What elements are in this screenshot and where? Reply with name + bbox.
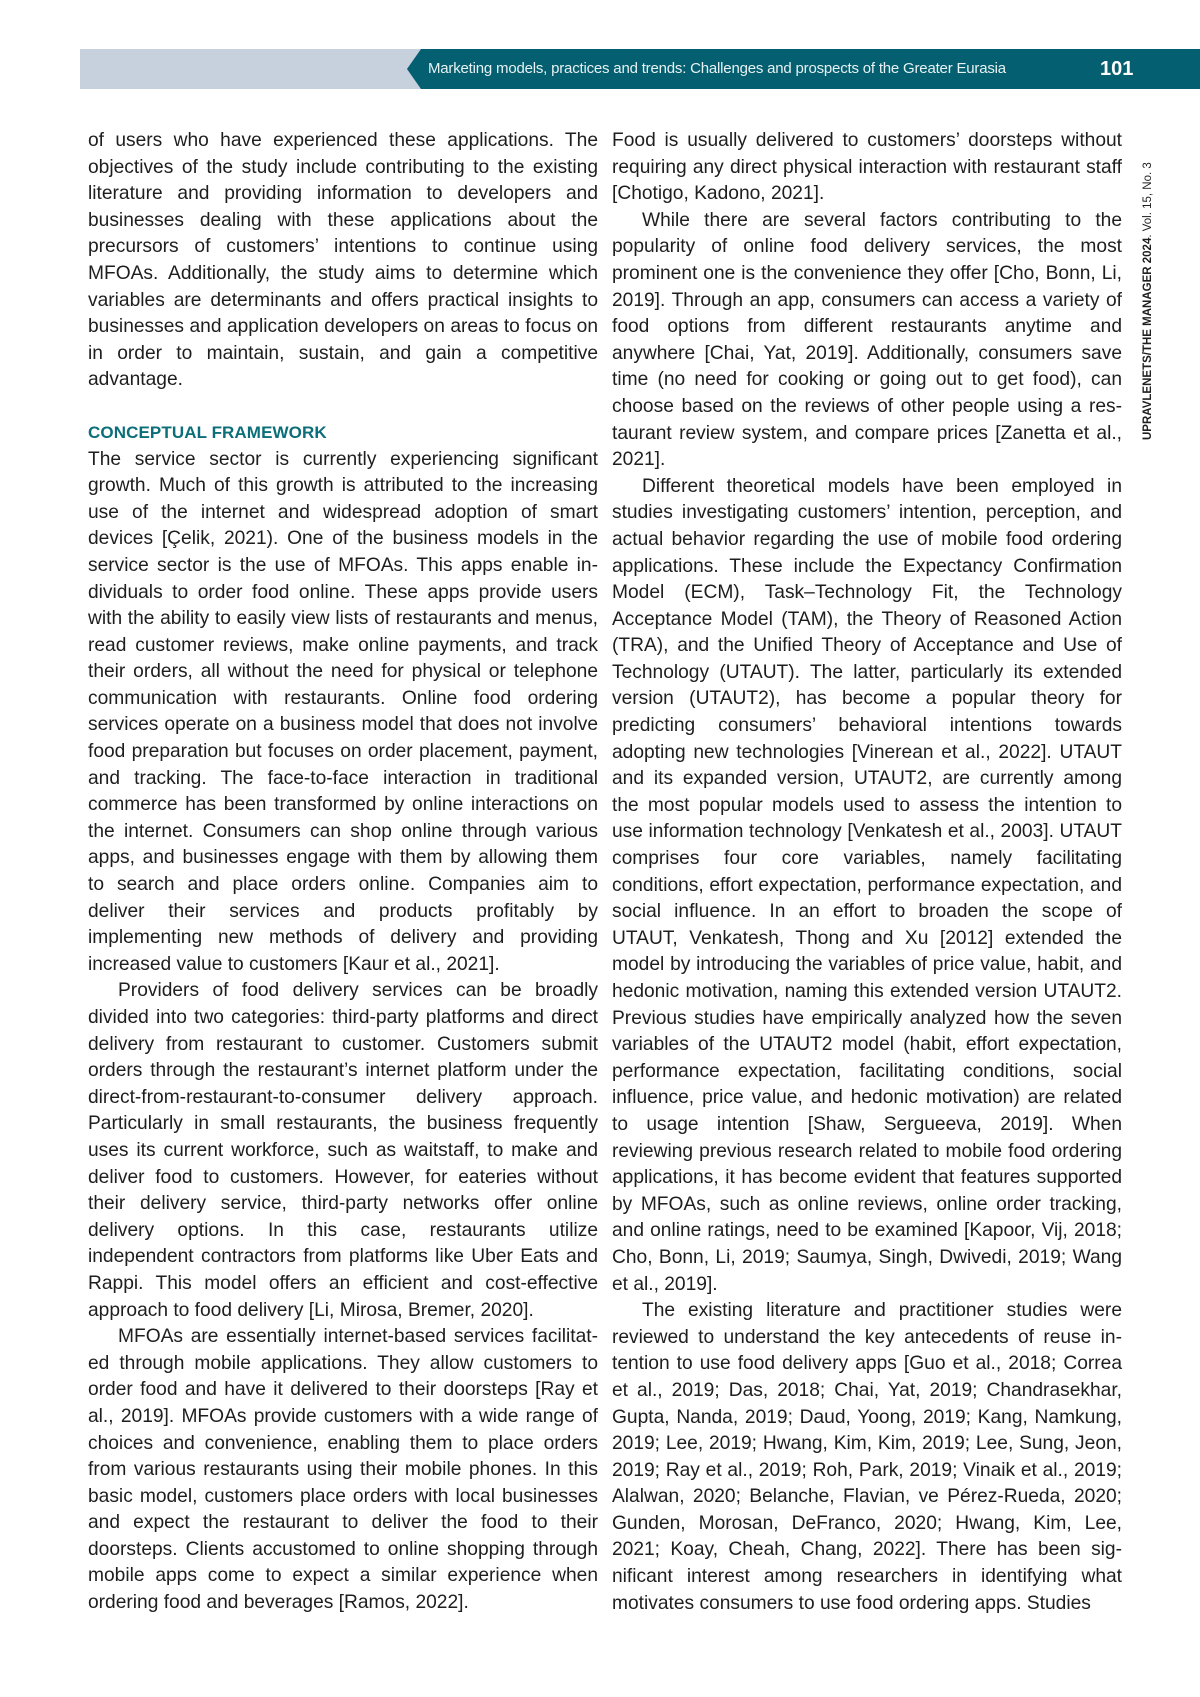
left-column [88,128,598,1617]
right-column [612,128,1122,1617]
paragraph: The service sector is currently experiencing significant growth. Much of this growth is attributed to the increasing use of the internet and widespread adoption of smart devices [Çelik, 2021). One of the business models in the service sector is the use of MFOAs. This apps enable individuals to order food online. These apps provide users with the ability to easily view lists of restaurants and menus, read customer reviews, make online payments, and track their orders, all without the need for physical or telephone communication with restaurants. Online food ordering services operate on a business model that does not involve food preparation but focuses on order placement, payment, and tracking. The face-to-face interaction in traditional commerce has been transformed by online interactions on the internet. Consumers can shop online through various apps, and businesses engage with them by allowing them to search and place orders online. Companies aim to deliver their services and products profitably by implementing new methods of delivery and providing increased value to customers [Kaur et al., 2021]. [88,448,598,975]
paragraph: Different theoretical models have been employed in studies investigating customers’ intention, perception, and actual behavior regarding the use of mobile food ordering applications. These include the Expectancy Confirmation Model (ECM), Task–Technology Fit, the Technology Acceptance Model (TAM), the Theory of Reasoned Action (TRA), and the Unified Theory of Acceptance and Use of Technology (UTAUT). The latter, particularly its extended version (UTAUT2), has become a popular theory for predicting consumers’ behavioral intentions towards adopting new technologies [Vinerean et al., 2022]. UTAUT and its expanded version, UTAUT2, are currently among the most popular models used to assess the intention to use information technology [Venkatesh et al., 2003]. UTAUT comprises four core variables, namely facilitating conditions, effort expectation, performance expectation, and social influence. In an effort to broaden the scope of UTAUT, Venkatesh, Thong and Xu [2012] extended the model by introducing the variables of price value, habit, and hedonic motivation, naming this extended version UTAUT2. Previous studies have empirically analyzed how the seven variables of the UTAUT2 model (habit, effort expectation, performance expectation, facilitating conditions, social influence, price value, and hedonic motivation) are related to usage intention [Shaw, Sergueeva, 2019]. When reviewing previous research related to mobile food ordering applications, it has become evident that features supported by MFOAs, such as online reviews, online order tracking, and online ratings, need to be examined [Kapoor, Vij, 2018; Cho, Bonn, Li, 2019; Saumya, Singh, Dwivedi, 2019; Wang et al., 2019]. [612,475,1122,1295]
paragraph: of users who have experienced these applications. The objectives of the study include contributing to the existing literature and providing information to developers and businesses dealing with these applications about the precursors of customers’ intentions to continue using MFOAs. Additionally, the study aims to determine which variables are determinants and offers practical insights to businesses and application developers on areas to focus on in order to maintain, sustain, and gain a competitive advantage. [88,130,598,391]
journal-name: UPRAVLENETS/THE MANAGER 2024 [1142,237,1154,440]
journal-side-label [1142,162,1154,440]
header-band-light [80,49,440,89]
page-number: 101 [1100,58,1134,80]
paragraph: While there are several factors contributing to the popularity of online food delivery services, the most prominent one is the convenience they offer [Cho, Bonn, Li, 2019]. Through an app, consumers can access a variety of food options from different restaurants anytime and anywhere [Chai, Yat, 2019]. Additionally, consumers save time (no need for cooking or going out to get food), can choose based on the reviews of other people using a restaurant review system, and compare prices [Zanetta et al., 2021]. [612,209,1122,471]
section-heading: CONCEPTUAL FRAMEWORK [88,422,327,442]
paragraph: The existing literature and practitioner studies were reviewed to understand the key antecedents of reuse intention to use food delivery apps [Guo et al., 2018; Correa et al., 2019; Das, 2018; Chai, Yat, 2019; Chandrasekhar, Gupta, Nanda, 2019; Daud, Yoong, 2019; Kang, Namkung, 2019; Lee, 2019; Hwang, Kim, Kim, 2019; Lee, Sung, Jeon, 2019; Ray et al., 2019; Roh, Park, 2019; Vinaik et al., 2019; Alalwan, 2020; Belanche, Flavian, ve Pérez-Rueda, 2020; Gunden, Morosan, DeFranco, 2020; Hwang, Kim, Lee, 2021; Koay, Cheah, Chang, 2022]. There has been significant interest among researchers in identifying what motivates consumers to use food ordering apps. Studies [612,1300,1122,1614]
running-title: Marketing models, practices and trends: Challenges and prospects of the Greater Eurasia [428,60,1006,77]
paragraph: Food is usually delivered to customers’ doorsteps without requiring any direct physical interaction with restaurant staff [Chotigo, Kadono, 2021]. [612,130,1122,205]
paragraph: MFOAs are essentially internet-based services facilitated through mobile applications. They allow customers to order food and have it delivered to their doorsteps [Ray et al., 2019]. MFOAs provide customers with a wide range of choices and convenience, enabling them to place orders from various restaurants using their mobile phones. In this basic model, customers place orders with local businesses and expect the restaurant to deliver the food to their doorsteps. Clients accustomed to online shopping through mobile apps come to expect a similar experience when ordering food and beverages [Ramos, 2022]. [88,1326,598,1614]
paragraph: Providers of food delivery services can be broadly divided into two categories: third-party platforms and direct delivery from restaurant to customer. Customers submit orders through the restaurant’s internet platform under the direct-from-restaurant-to-consumer delivery approach. Particularly in small restaurants, the business frequently uses its current workforce, such as waitstaff, to make and deliver food to customers. However, for eateries without their delivery service, third-party networks offer online delivery options. In this case, restaurants utilize independent contractors from platforms like Uber Eats and Rappi. This model offers an efficient and cost-effective approach to food delivery [Li, Mirosa, Bremer, 2020]. [88,980,598,1321]
running-header [80,49,1200,89]
journal-issue: . Vol. 15, No. 3 [1142,162,1154,238]
